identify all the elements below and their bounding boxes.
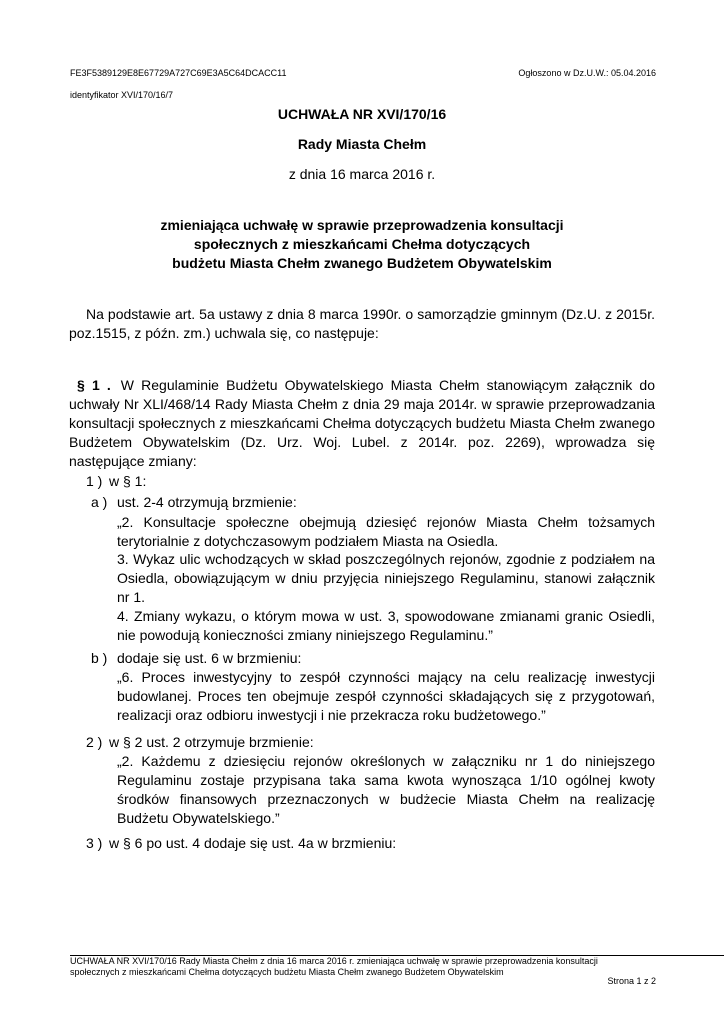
change-1-text: w § 1:: [109, 473, 147, 489]
change-1a-text: ust. 2-4 otrzymują brzmienie:: [117, 494, 297, 510]
change-3-text: w § 6 po ust. 4 dodaje się ust. 4a w brzmieniu:: [109, 835, 397, 851]
issuing-body: Rady Miasta Chełm: [297, 136, 427, 152]
legal-basis-paragraph: Na podstawie art. 5a ustawy z dnia 8 marca 1990r. o samorządzie gminnym (Dz.U. z 2015r. poz.1515, z późn. zm.) uchwala się, co następuje:: [69, 306, 655, 341]
quote-paragraph: „2. Konsultacje społeczne obejmują dziesięć rejonów Miasta Chełm tożsamych terytorialnie z dotychczasowym podziałem Miasta na Osiedla.: [117, 514, 655, 549]
resolution-subject: [0, 216, 724, 273]
document-hash: FE3F5389129E8E67729A727C69E3A5C64DCACC11: [70, 68, 287, 78]
list-marker: b ): [91, 650, 108, 666]
resolution-title: UCHWAŁA NR XVI/170/16: [277, 106, 447, 122]
change-2-text: w § 2 ust. 2 otrzymuje brzmienie:: [109, 734, 314, 750]
subject-line: budżetu Miasta Chełm zwanego Budżetem Obywatelskim: [172, 255, 552, 271]
publication-date: Ogłoszono w Dz.U.W.: 05.04.2016: [518, 68, 656, 78]
document-identifier: identyfikator XVI/170/16/7: [70, 90, 174, 100]
subject-line: społecznych z mieszkańcami Chełma dotyczących: [193, 236, 531, 252]
list-marker: a ): [91, 494, 108, 510]
change-1b-text: dodaje się ust. 6 w brzmieniu:: [117, 650, 302, 666]
subject-line: zmieniająca uchwałę w sprawie przeprowadzenia konsultacji: [160, 217, 564, 233]
quote-paragraph: 4. Zmiany wykazu, o którym mowa w ust. 3, spowodowane zmianami granic Osiedli, nie powodują konieczności zmiany niniejszego Regulaminu.”: [117, 608, 655, 643]
section-mark: § 1 .: [77, 377, 111, 393]
page-number: Strona 1 z 2: [607, 976, 656, 986]
footer-line: UCHWAŁA NR XVI/170/16 Rady Miasta Chełm z dnia 16 marca 2016 r. zmieniająca uchwałę w sprawie przeprowadzenia konsultacji: [70, 956, 598, 966]
quote-paragraph: 3. Wykaz ulic wchodzących w skład poszczególnych rejonów, zgodnie z podziałem na Osiedla, obowiązującym w dniu przyjęcia niniejszego Regulaminu, stanowi załącznik nr 1.: [117, 551, 655, 605]
section-1-paragraph: [69, 376, 655, 471]
quote-paragraph: „6. Proces inwestycyjny to zespół czynności mający na celu realizację inwestycji budowlanej. Proces ten obejmuje zespół czynności składających się z przygotowań, realizacji oraz odbioru inwestycji i nie przekracza roku budżetowego.”: [117, 669, 655, 723]
quote-paragraph: „2. Każdemu z dziesięciu rejonów określonych w załączniku nr 1 do niniejszego Regulaminu zostaje przypisana taka sama kwota wynosząca 1/10 ogólnej kwoty środków finansowych przeznaczonych w budżecie Miasta Chełm na realizację Budżetu Obywatelskiego.”: [117, 753, 655, 826]
list-marker: 2 ): [86, 734, 103, 750]
list-marker: 3 ): [86, 835, 103, 851]
resolution-date: z dnia 16 marca 2016 r.: [288, 166, 436, 182]
list-marker: 1 ): [86, 473, 103, 489]
footer-line: społecznych z mieszkańcami Chełma dotyczących budżetu Miasta Chełm zwanego Budżetem Obywatelskim: [70, 967, 504, 977]
section-1-text: W Regulaminie Budżetu Obywatelskiego Miasta Chełm stanowiącym załącznik do uchwały Nr XLI/468/14 Rady Miasta Chełm z dnia 29 maja 2014r. w sprawie przeprowadzania konsultacji społecznych z mieszkańcami Chełma dotyczących budżetu Miasta Chełm zwanego Budżetem Obywatelskim (Dz. Urz. Woj. Lubel. z 2014r. poz. 2269), wprowadza się następujące zmiany:: [69, 377, 656, 469]
footer-caption: [70, 956, 670, 978]
